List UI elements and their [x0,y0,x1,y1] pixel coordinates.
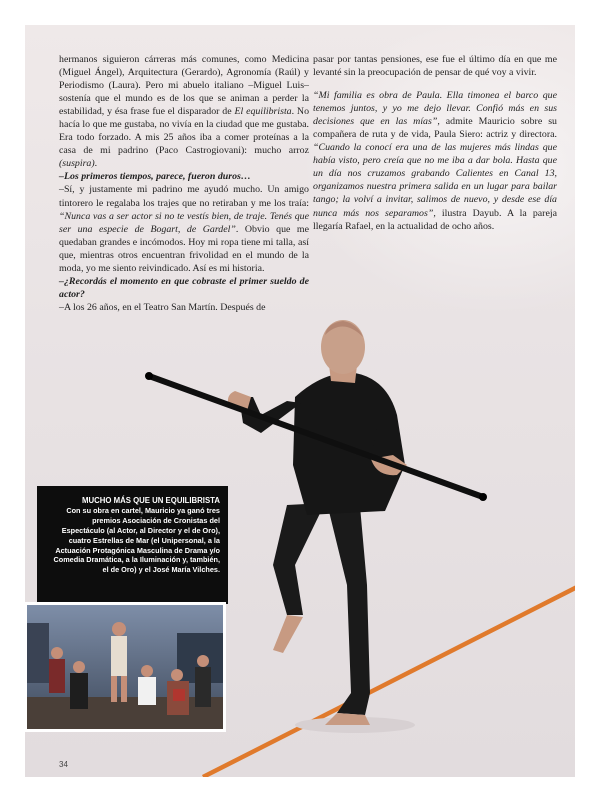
interview-answer: –Sí, y justamente mi padrino me ayudó mucho. Un amigo tintorero le regalaba los trajes que no retiraban y me los traía: “Nunca vas a ser actor si no te vestís bien, de traje. Tenés que ser una especie de Bogart, de Gardel”. Obvio que me quedaban grandes e incómodos. Hoy mi ropa tiene mi talla, así que, mientras otros encuentran frivolidad en el mundo de la moda, yo me siento reivindicado. Así es mi historia. [59,184,309,274]
interview-answer: –A los 26 años, en el Teatro San Martín. Después de [59,301,266,313]
magazine-page [25,25,575,777]
interview-question: –¿Recordás el momento en que cobraste el primer sueldo de actor? [59,275,309,300]
body-paragraph: “Mi familia es obra de Paula. Ella timonea el barco que tenemos juntos, y yo me dejo llevar. Confió más en sus decisiones que en las mías”, admite Mauricio sobre su compañera de ruta y de vida, Paula Siero: actriz y directora. “Cuando la conocí era una de las mujeres más lindas que había visto, pero creía que no me iba a dar bola. Hasta que un día nos cruzamos grabando Calientes en Canal 13, organizamos nuestra primera salida en un lugar para bailar tango; la volví a invitar, salimos de nuevo, y desde ese día nunca más nos separamos”, ilustra Dayub. A la pareja llegaría Rafael, en la actualidad de ocho años. [313,90,557,232]
article-column-right [313,53,557,233]
stage-scene-illustration [27,605,223,729]
page-number: 34 [59,760,68,769]
sidebar-boxout [37,486,228,604]
boxout-body: Con su obra en cartel, Mauricio ya ganó tres premios Asociación de Cronistas del Espectáculo (al Actor, al Director y el de Oro), cuatro Estrellas de Mar (el Unipersonal, a la Actuación Protagónica Masculina de Drama y/o Comedia Dramática, a la Iluminación y, también, el de Oro) y el José María Vilches. [53,505,220,575]
article-column-left [59,53,309,314]
body-paragraph: pasar por tantas pensiones, ese fue el último día en que me levanté sin la preocupación de pensar de qué voy a vivir. [313,54,557,79]
body-paragraph: hermanos siguieron cárreras más comunes, como Medicina (Miguel Ángel), Arquitectura (Gerardo), Agronomía (Raúl) y Periodismo (Laura). Pero mi abuelo italiano –Miguel Luis– sostenía que el mundo es de los que se animan a perder la estabilidad, y ésa frase fue el disparador de El equilibrista. No hacía lo que me gustaba, no vivía en la ciudad que me gustaba. Era todo forzado. A mis 25 años iba a comer proteínas a la casa de mi padrino (Paco Castrogiovani): mucho arroz (suspira). [59,54,310,170]
inset-stage-photo [25,602,226,732]
interview-question: –Los primeros tiempos, parece, fueron duros… [59,171,251,183]
boxout-title: MUCHO MÁS QUE UN EQUILIBRISTA [81,496,220,505]
